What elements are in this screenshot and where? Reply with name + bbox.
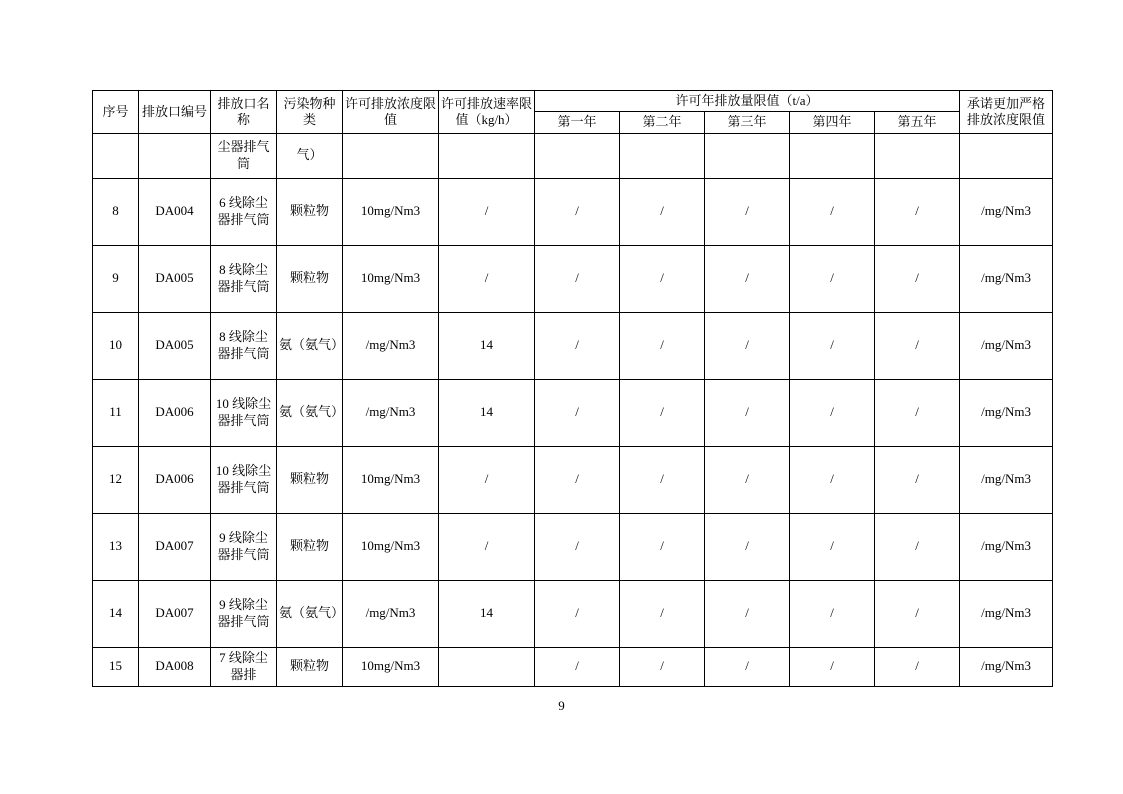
emission-permit-table [92,90,1053,687]
header-concentration-limit: 许可排放浓度限值 [343,91,439,134]
cell-year-1: / [535,513,620,580]
cell-conc: /mg/Nm3 [343,379,439,446]
cell-year-5: / [875,312,960,379]
table-row [93,446,1053,513]
cell-pollutant: 颗粒物 [277,178,343,245]
table-row [93,178,1053,245]
cell-year-1: / [535,245,620,312]
cell-year-5: / [875,379,960,446]
cell-conc: 10mg/Nm3 [343,245,439,312]
cell-code [139,133,211,178]
cell-seq: 8 [93,178,139,245]
cell-promise: /mg/Nm3 [960,178,1053,245]
cell-pollutant: 气） [277,133,343,178]
table-row [93,513,1053,580]
cell-seq: 10 [93,312,139,379]
header-promise-limit: 承诺更加严格排放浓度限值 [960,91,1053,134]
cell-year-3: / [705,178,790,245]
cell-seq: 12 [93,446,139,513]
header-year-2: 第二年 [620,112,705,133]
cell-seq: 13 [93,513,139,580]
cell-year-4: / [790,379,875,446]
cell-year-5 [875,133,960,178]
cell-promise: /mg/Nm3 [960,580,1053,647]
cell-pollutant: 颗粒物 [277,647,343,686]
cell-name: 10 线除尘器排气筒 [211,446,277,513]
cell-rate: 14 [439,379,535,446]
cell-seq: 9 [93,245,139,312]
cell-name: 9 线除尘器排气筒 [211,580,277,647]
cell-pollutant: 氨（氨气） [277,379,343,446]
cell-rate: / [439,178,535,245]
cell-year-3: / [705,647,790,686]
cell-year-5: / [875,647,960,686]
cell-year-4: / [790,178,875,245]
cell-promise: /mg/Nm3 [960,312,1053,379]
cell-year-5: / [875,245,960,312]
cell-name: 9 线除尘器排气筒 [211,513,277,580]
cell-year-3: / [705,245,790,312]
cell-year-2: / [620,647,705,686]
header-seq: 序号 [93,91,139,134]
cell-promise: /mg/Nm3 [960,245,1053,312]
cell-name: 10 线除尘器排气筒 [211,379,277,446]
cell-conc: 10mg/Nm3 [343,446,439,513]
header-annual-limit-group: 许可年排放量限值（t/a） [535,91,960,112]
table-header [93,91,1053,134]
table-row [93,245,1053,312]
cell-promise [960,133,1053,178]
header-year-4: 第四年 [790,112,875,133]
cell-pollutant: 颗粒物 [277,446,343,513]
table-row [93,133,1053,178]
cell-conc [343,133,439,178]
cell-year-4: / [790,245,875,312]
cell-name: 7 线除尘器排 [211,647,277,686]
cell-year-2 [620,133,705,178]
emission-permit-table-wrapper [92,90,1046,687]
cell-year-3: / [705,312,790,379]
cell-year-1: / [535,312,620,379]
cell-year-4: / [790,446,875,513]
cell-conc: 10mg/Nm3 [343,513,439,580]
cell-promise: /mg/Nm3 [960,513,1053,580]
cell-year-3: / [705,446,790,513]
cell-year-1: / [535,647,620,686]
cell-name: 尘器排气筒 [211,133,277,178]
cell-rate [439,133,535,178]
table-body [93,133,1053,686]
header-outlet-name: 排放口名称 [211,91,277,134]
cell-rate [439,647,535,686]
header-year-5: 第五年 [875,112,960,133]
cell-year-3: / [705,379,790,446]
cell-year-1: / [535,446,620,513]
cell-pollutant: 氨（氨气） [277,580,343,647]
cell-rate: / [439,446,535,513]
cell-code: DA004 [139,178,211,245]
cell-rate: 14 [439,312,535,379]
cell-conc: /mg/Nm3 [343,312,439,379]
table-row [93,580,1053,647]
cell-year-4 [790,133,875,178]
cell-pollutant: 颗粒物 [277,245,343,312]
cell-year-5: / [875,513,960,580]
cell-seq: 11 [93,379,139,446]
cell-rate: / [439,513,535,580]
cell-year-2: / [620,312,705,379]
cell-year-5: / [875,446,960,513]
cell-year-1: / [535,580,620,647]
cell-code: DA006 [139,379,211,446]
cell-year-2: / [620,446,705,513]
header-outlet-code: 排放口编号 [139,91,211,134]
cell-year-4: / [790,513,875,580]
cell-year-2: / [620,513,705,580]
cell-year-4: / [790,580,875,647]
cell-promise: /mg/Nm3 [960,647,1053,686]
cell-rate: / [439,245,535,312]
cell-pollutant: 颗粒物 [277,513,343,580]
table-row [93,647,1053,686]
cell-promise: /mg/Nm3 [960,379,1053,446]
header-pollutant-type: 污染物种类 [277,91,343,134]
cell-year-4: / [790,312,875,379]
header-year-3: 第三年 [705,112,790,133]
cell-name: 8 线除尘器排气筒 [211,312,277,379]
header-rate-limit: 许可排放速率限值（kg/h） [439,91,535,134]
cell-code: DA005 [139,312,211,379]
table-row [93,312,1053,379]
cell-seq: 15 [93,647,139,686]
cell-year-5: / [875,580,960,647]
table-row [93,379,1053,446]
cell-code: DA007 [139,513,211,580]
cell-year-5: / [875,178,960,245]
cell-code: DA006 [139,446,211,513]
cell-rate: 14 [439,580,535,647]
cell-year-1: / [535,178,620,245]
cell-year-1: / [535,379,620,446]
cell-promise: /mg/Nm3 [960,446,1053,513]
page-number: 9 [558,698,565,713]
cell-seq [93,133,139,178]
cell-conc: 10mg/Nm3 [343,647,439,686]
cell-year-3 [705,133,790,178]
cell-code: DA005 [139,245,211,312]
header-year-1: 第一年 [535,112,620,133]
cell-year-1 [535,133,620,178]
cell-name: 8 线除尘器排气筒 [211,245,277,312]
cell-year-2: / [620,379,705,446]
cell-conc: 10mg/Nm3 [343,178,439,245]
cell-seq: 14 [93,580,139,647]
cell-year-2: / [620,178,705,245]
cell-conc: /mg/Nm3 [343,580,439,647]
cell-year-2: / [620,580,705,647]
cell-year-2: / [620,245,705,312]
cell-pollutant: 氨（氨气） [277,312,343,379]
header-row-1 [93,91,1053,112]
cell-code: DA008 [139,647,211,686]
cell-year-3: / [705,580,790,647]
cell-year-3: / [705,513,790,580]
cell-name: 6 线除尘器排气筒 [211,178,277,245]
cell-code: DA007 [139,580,211,647]
cell-year-4: / [790,647,875,686]
